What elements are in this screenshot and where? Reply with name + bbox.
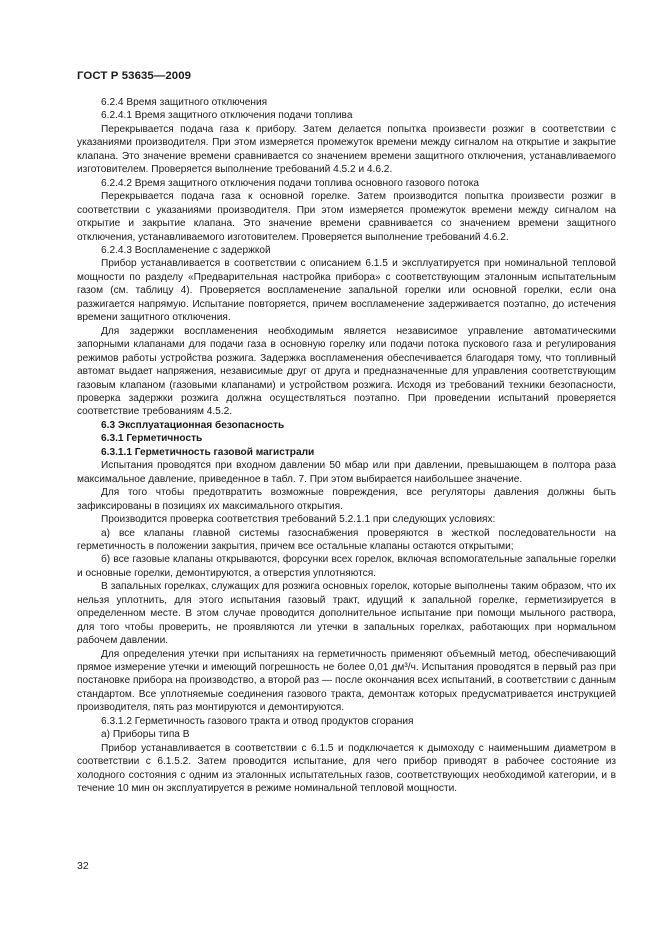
section-heading-6-2-4-3: 6.2.4.3 Воспламенение с задержкой: [101, 244, 271, 256]
section-heading-6-3: 6.3 Эксплуатационная безопасность: [101, 419, 285, 431]
paragraph: Испытания проводятся при входном давлении 50 мбар или при давлении, превышающем в полтора раза максимальное давление, приведенное в табл. 7. При этом выбирается наибольшее значение.: [77, 460, 616, 485]
paragraph: Прибор устанавливается в соответствии с описанием 6.1.5 и эксплуатируется при номинальной тепловой мощности по разделу «Предварительная настройка прибора» с соответствующим эталонным испытательным газом (см. таблицу 4). Проверяется воспламенение запальной горелки или основной горелки, если она разжигается напрямую. Испытание повторяется, причем воспламенение задерживается поэтапно, до истечения времени защитного отключения.: [77, 258, 616, 324]
section-heading-6-3-1-1: 6.3.1.1 Герметичность газовой магистрали: [101, 446, 315, 458]
paragraph: Для задержки воспламенения необходимым является независимое управление автоматическими запорными клапанами для подачи газа в основную горелку или подачи потока пускового газа и регулирования режимов работы устройства розжига. Задержка воспламенения обеспечивается благодаря тому, что топливный автомат выдает напряжения, независимые друг от друга и предназначенные для управления соответствующим газовым клапаном (газовыми клапанами) и устройством розжига. Исходя из требований техники безопасности, проверка задержки розжига должна осуществляться поэтапно. При проведении испытаний проверяется соответствие требованиям 4.5.2.: [77, 325, 616, 418]
section-heading-6-3-1: 6.3.1 Герметичность: [101, 433, 203, 445]
paragraph: Производится проверка соответствия требований 5.2.1.1 при следующих условиях:: [101, 514, 496, 526]
document-code-header: ГОСТ Р 53635—2009: [77, 70, 192, 82]
section-heading-6-3-1-2: 6.3.1.2 Герметичность газового тракта и отвод продуктов сгорания: [101, 715, 414, 727]
subsection-label-a: а) Приборы типа В: [101, 729, 190, 741]
list-item-a: а) все клапаны главной системы газоснабжения проверяются в жесткой последовательности на герметичность в положении закрытия, причем все остальные клапаны остаются открытыми;: [77, 527, 616, 552]
list-item-b: б) все газовые клапаны открываются, форсунки всех горелок, включая вспомогательные запальные горелки и основные горелки, демонтируются, а отверстия уплотняются.: [77, 554, 616, 579]
paragraph: Прибор устанавливается в соответствии с 6.1.5 и подключается к дымоходу с наименьшим диаметром в соответствии с 6.1.5.2. Затем проводится испытание, для чего прибор приводят в рабочее состояние из холодного состояния с одним из эталонных испытательных газов, соответствующих необходимой категории, и в течение 10 мин он эксплуатируется в режиме номинальной тепловой мощности.: [77, 742, 616, 795]
document-body: [77, 96, 616, 796]
section-heading-6-2-4: 6.2.4 Время защитного отключения: [101, 97, 268, 108]
paragraph: Перекрывается подача газа к прибору. Затем делается попытка произвести розжиг в соответствии с указаниями производителя. При этом измеряется промежуток времени между сигналом на открытие и закрытие клапана. Это значение времени сравнивается со значением времени защитного отключения, устанавливаемого изготовителем. Проверяется выполнение требований 4.5.2 и 4.6.2.: [77, 123, 616, 176]
page-number: 32: [77, 860, 89, 872]
section-heading-6-2-4-1: 6.2.4.1 Время защитного отключения подачи топлива: [101, 110, 353, 122]
paragraph: Перекрывается подача газа к основной горелке. Затем производится попытка произвести розжиг в соответствии с указаниями производителя. При этом измеряется промежуток времени между сигналом на открытие и закрытие клапана. Это значение времени сравнивается со значением времени защитного отключения, устанавливаемого изготовителем. Проверяется выполнение требований 4.6.2.: [77, 191, 616, 243]
paragraph: В запальных горелках, служащих для розжига основных горелок, которые выполнены таким образом, что их нельзя уплотнить, для этого испытания газовый тракт, идущий к запальной горелке, герметизируется в определенном месте. В этом случае проводится дополнительное испытание при помощи мыльного раствора, для того чтобы проверить, не проявляются ли утечки в запальных горелках, работающих при нормальном рабочем давлении.: [77, 581, 616, 647]
paragraph: Для того чтобы предотвратить возможные повреждения, все регуляторы давления должны быть зафиксированы в позициях их максимального открытия.: [77, 487, 616, 512]
section-heading-6-2-4-2: 6.2.4.2 Время защитного отключения подачи топлива основного газового потока: [101, 177, 479, 189]
paragraph: Для определения утечки при испытаниях на герметичность применяют объемный метод, обеспечивающий прямое измерение утечки и имеющий погрешность не более 0,01 дм³/ч. Испытания проводятся в первый раз при постановке прибора на производство, а второй раз — после окончания всех испытаний, в соответствии с данным стандартом. Все уплотняемые соединения газового тракта, демонтаж которых предусматривается инструкцией производителя, пять раз монтируются и демонтируются.: [77, 648, 616, 714]
